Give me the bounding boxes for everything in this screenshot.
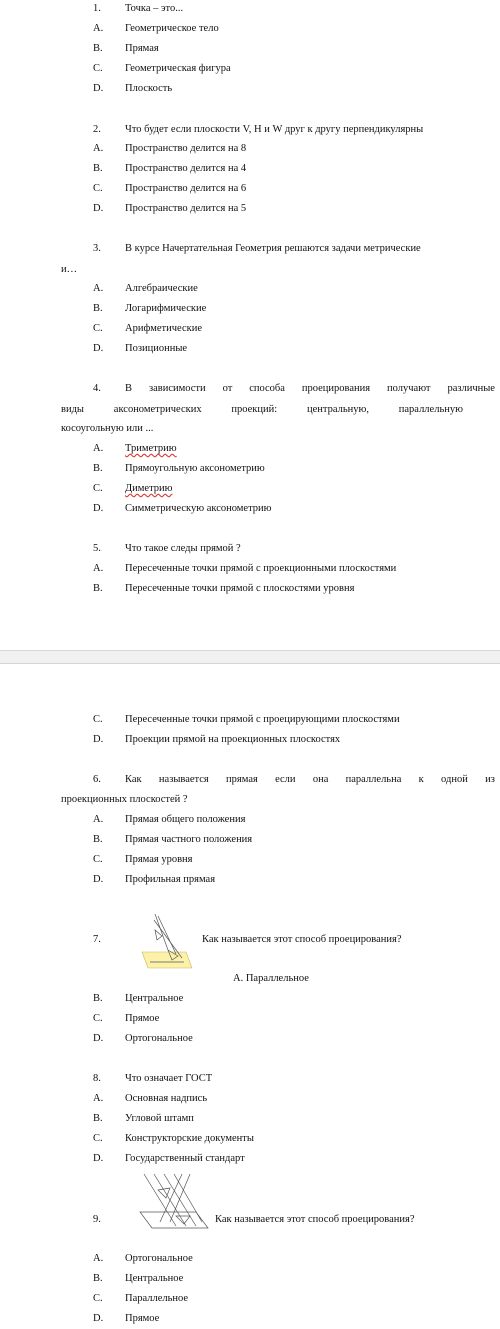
- answer-letter: B.: [93, 583, 103, 594]
- question-text-continuation: и…: [61, 264, 78, 275]
- document-page-2: [0, 664, 500, 1329]
- answer-text: Ортогональное: [125, 1253, 193, 1264]
- answer-text: Диметрию: [125, 483, 173, 494]
- question-number: 1.: [93, 3, 101, 14]
- answer-text: Центральное: [125, 1273, 184, 1284]
- answer-text: Триметрию: [125, 443, 177, 454]
- answer-letter: A.: [93, 143, 104, 154]
- answer-text: Пересеченные точки прямой с проецирующими плоскостями: [125, 714, 400, 725]
- answer-letter: A.: [93, 283, 104, 294]
- word: центральную,: [306, 404, 369, 415]
- answer-text: Позиционные: [125, 343, 188, 354]
- answer-letter: B.: [93, 463, 103, 474]
- answer-text: Симметрическую аксонометрию: [125, 503, 272, 514]
- answer-letter: C.: [93, 854, 103, 865]
- answer-text: Логарифмические: [125, 303, 207, 314]
- question-text: В курсе Начертательная Геометрия решаются задачи метрические: [125, 243, 421, 254]
- word: к: [418, 774, 424, 785]
- answer-letter: A.: [93, 1093, 104, 1104]
- question-text-continuation: проекционных плоскостей ?: [61, 794, 188, 805]
- question-number: 7.: [93, 934, 101, 945]
- answer-letter: C.: [93, 1133, 103, 1144]
- word: параллельна: [345, 774, 402, 785]
- question-number: 4.: [93, 383, 101, 394]
- question-text: Как называется этот способ проецирования?: [215, 1214, 415, 1225]
- answer-letter: A.: [93, 563, 104, 574]
- answer-text: Государственный стандарт: [125, 1153, 245, 1164]
- word: от: [222, 383, 233, 394]
- answer-letter: C.: [93, 714, 103, 725]
- answer-letter: D.: [93, 734, 104, 745]
- question-number: 5.: [93, 543, 101, 554]
- word: получают: [387, 383, 431, 394]
- answer-text: Пересеченные точки прямой с проекционными плоскостями: [125, 563, 397, 574]
- word: В: [125, 383, 133, 394]
- answer-letter: B.: [93, 163, 103, 174]
- answer-text: A. Параллельное: [233, 973, 309, 984]
- answer-letter: C.: [93, 323, 103, 334]
- answer-text: Пространство делится на 6: [125, 183, 247, 194]
- answer-text: Профильная прямая: [125, 874, 216, 885]
- answer-letter: D.: [93, 874, 104, 885]
- question-text: Что будет если плоскости V, H и W друг к другу перпендикулярны: [125, 124, 424, 135]
- answer-letter: C.: [93, 483, 103, 494]
- answer-text: Алгебраические: [125, 283, 198, 294]
- word: проекций:: [231, 404, 278, 415]
- word: называется: [158, 774, 209, 785]
- word: аксонометрических: [113, 404, 202, 415]
- answer-text: Прямоугольную аксонометрию: [125, 463, 265, 474]
- answer-text: Угловой штамп: [125, 1113, 194, 1124]
- answer-text: Прямая: [125, 43, 159, 54]
- answer-text: Пересеченные точки прямой с плоскостями уровня: [125, 583, 355, 594]
- answer-letter: C.: [93, 1293, 103, 1304]
- word: параллельную: [398, 404, 463, 415]
- word: из: [485, 774, 495, 785]
- answer-text: Прямое: [125, 1313, 160, 1324]
- word: зависимости: [148, 383, 206, 394]
- word: виды: [61, 404, 84, 415]
- page-separator: [0, 650, 500, 664]
- word: Как: [125, 774, 142, 785]
- answer-text: Основная надпись: [125, 1093, 208, 1104]
- answer-text: Ортогональное: [125, 1033, 193, 1044]
- answer-text: Пространство делится на 5: [125, 203, 247, 214]
- question-text: Что такое следы прямой ?: [125, 543, 241, 554]
- answer-text: Пространство делится на 4: [125, 163, 247, 174]
- answer-text: Прямая общего положения: [125, 814, 246, 825]
- projection-figure-1: [138, 910, 194, 970]
- answer-letter: B.: [93, 1273, 103, 1284]
- word: она: [312, 774, 329, 785]
- word: проецирования: [301, 383, 371, 394]
- word: различные: [447, 383, 495, 394]
- question-number: 9.: [93, 1214, 101, 1225]
- answer-letter: A.: [93, 443, 104, 454]
- answer-text: Геометрическое тело: [125, 23, 219, 34]
- answer-letter: B.: [93, 303, 103, 314]
- word: если: [275, 774, 296, 785]
- answer-letter: C.: [93, 1013, 103, 1024]
- word: прямая: [226, 774, 258, 785]
- answer-letter: B.: [93, 993, 103, 1004]
- answer-text: Пространство делится на 8: [125, 143, 247, 154]
- answer-letter: D.: [93, 83, 104, 94]
- answer-letter: D.: [93, 503, 104, 514]
- question-text: Точка – это...: [125, 3, 184, 14]
- answer-letter: A.: [93, 1253, 104, 1264]
- question-number: 3.: [93, 243, 101, 254]
- answer-text: Параллельное: [125, 1293, 189, 1304]
- answer-text: Прямая уровня: [125, 854, 193, 865]
- answer-letter: B.: [93, 1113, 103, 1124]
- answer-letter: C.: [93, 183, 103, 194]
- question-number: 2.: [93, 124, 101, 135]
- answer-text: Центральное: [125, 993, 184, 1004]
- question-text-continuation: косоугольную или ...: [61, 423, 154, 434]
- document-page-1: [0, 0, 500, 650]
- answer-letter: A.: [93, 23, 104, 34]
- question-text: Как называется этот способ проецирования?: [202, 934, 402, 945]
- word: одной: [441, 774, 468, 785]
- answer-text: Прямая частного положения: [125, 834, 253, 845]
- answer-text: Арифметические: [125, 323, 203, 334]
- question-number: 6.: [93, 774, 101, 785]
- answer-text: Прямое: [125, 1013, 160, 1024]
- answer-letter: B.: [93, 834, 103, 845]
- question-text-continuation: [61, 404, 463, 416]
- answer-text: Проекции прямой на проекционных плоскостях: [125, 734, 341, 745]
- answer-letter: D.: [93, 343, 104, 354]
- answer-letter: D.: [93, 1033, 104, 1044]
- answer-letter: D.: [93, 1153, 104, 1164]
- answer-letter: D.: [93, 203, 104, 214]
- answer-letter: D.: [93, 1313, 104, 1324]
- question-text: [125, 774, 495, 786]
- projection-figure-2: [136, 1172, 212, 1230]
- question-text: Что означает ГОСТ: [125, 1073, 213, 1084]
- answer-text: Конструкторские документы: [125, 1133, 254, 1144]
- answer-text: Геометрическая фигура: [125, 63, 231, 74]
- answer-text: Плоскость: [125, 83, 173, 94]
- answer-letter: C.: [93, 63, 103, 74]
- word: способа: [249, 383, 285, 394]
- answer-letter: B.: [93, 43, 103, 54]
- answer-letter: A.: [93, 814, 104, 825]
- question-text: [125, 383, 495, 395]
- question-number: 8.: [93, 1073, 101, 1084]
